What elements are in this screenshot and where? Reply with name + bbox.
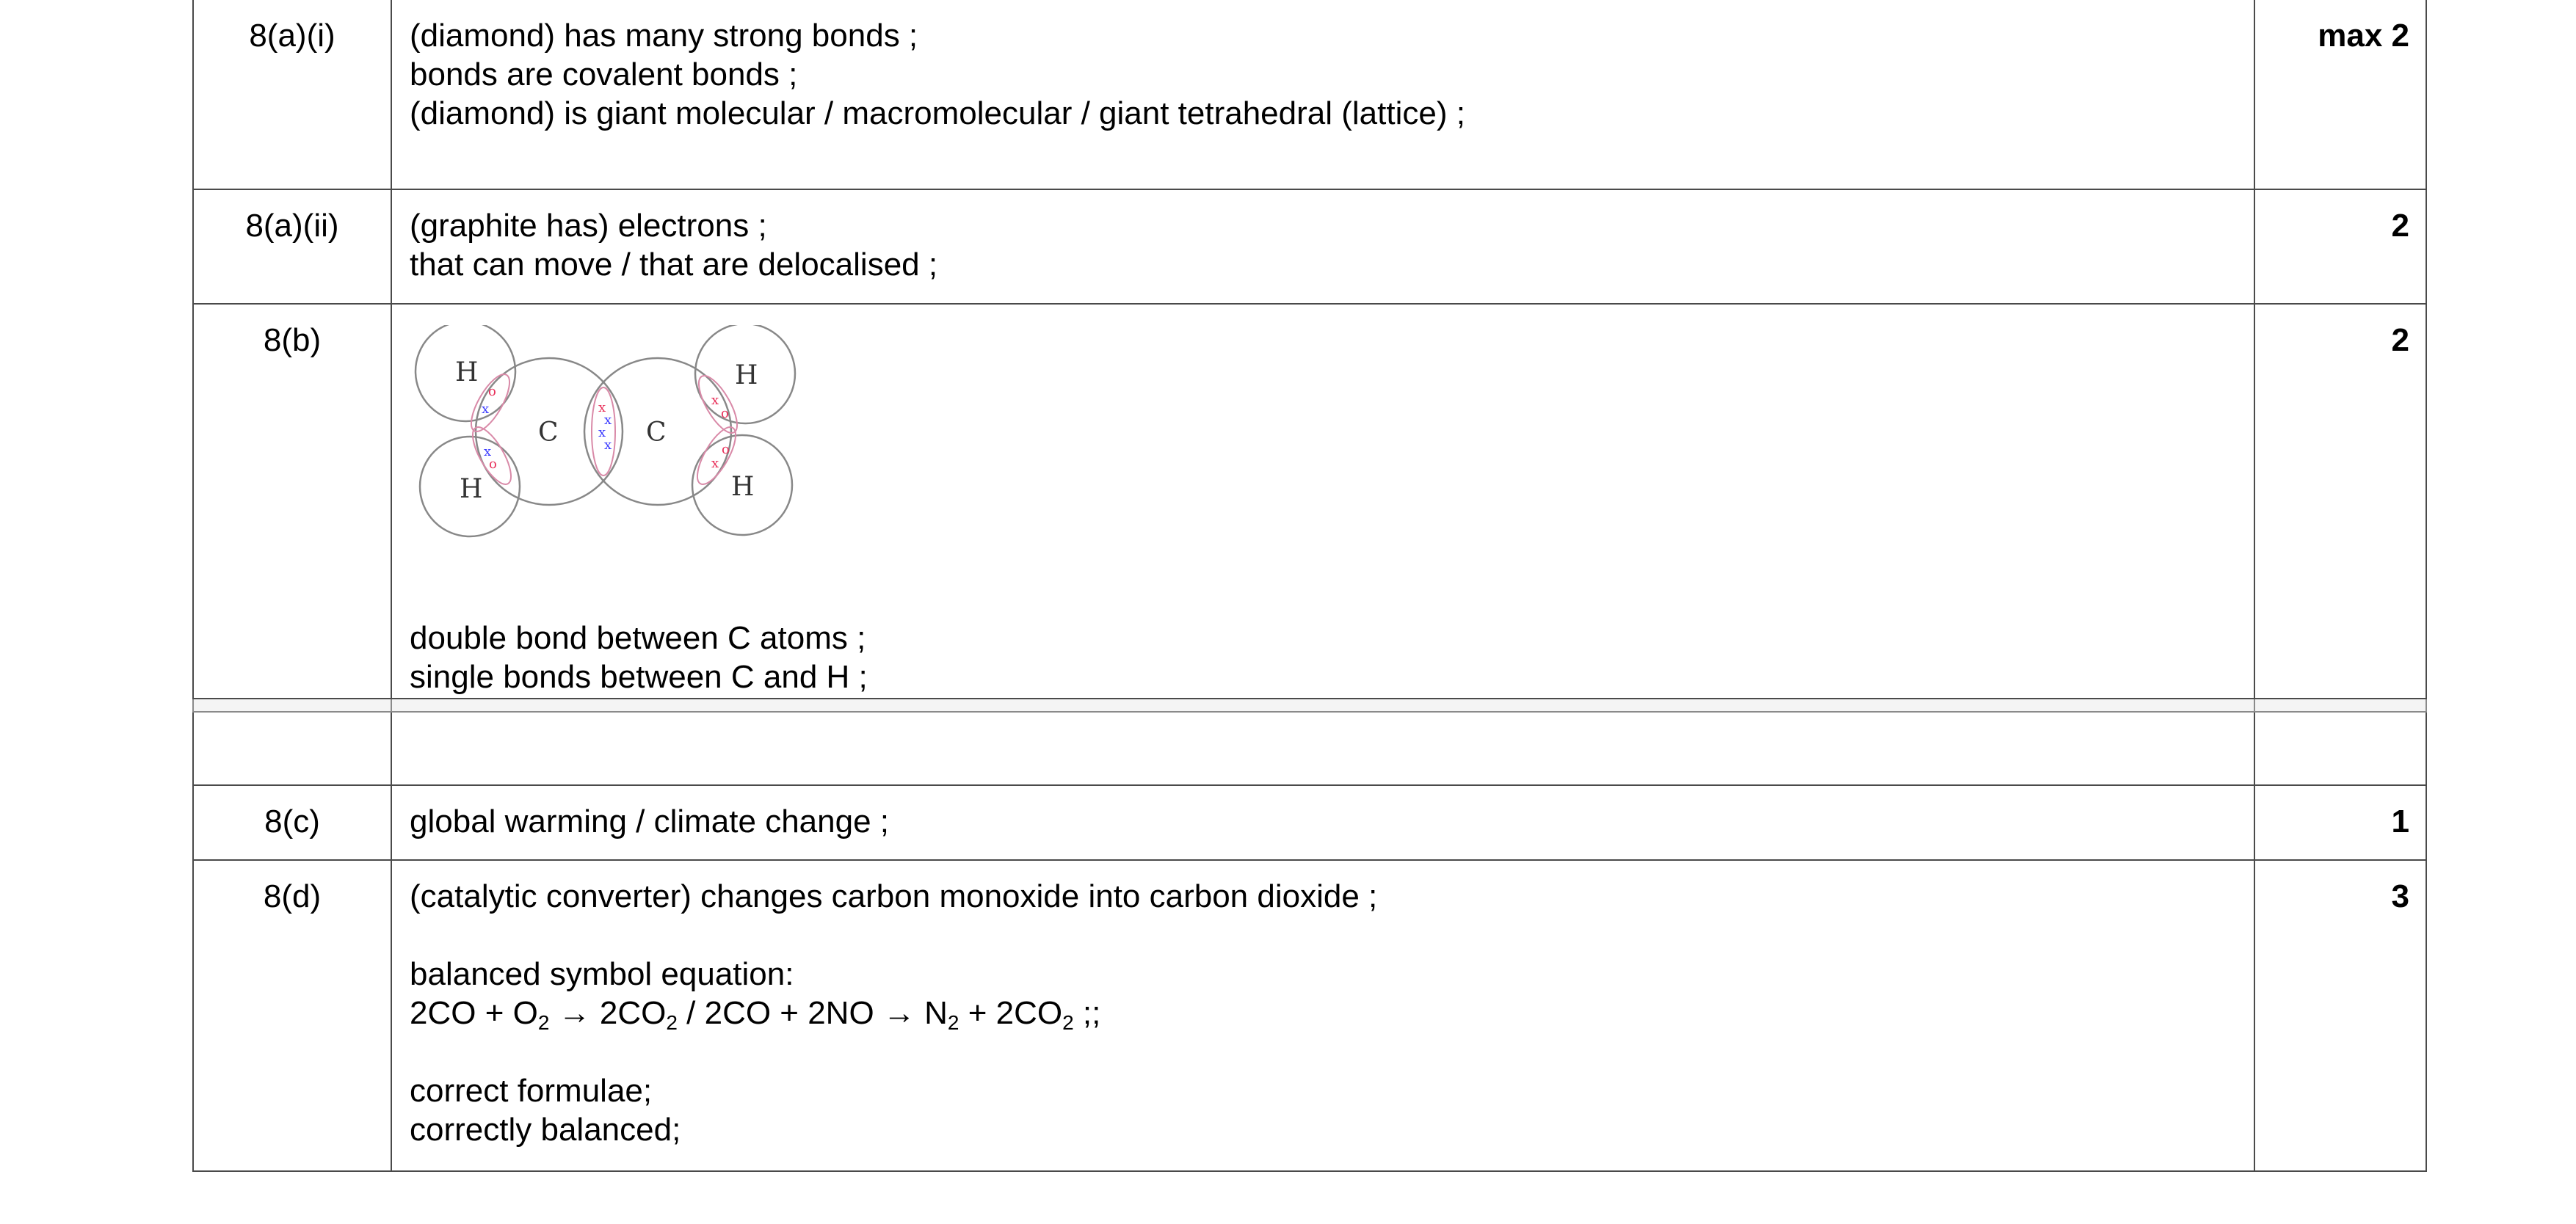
svg-text:o: o: [489, 456, 497, 472]
marks-cell: 1: [2254, 785, 2426, 860]
svg-text:o: o: [722, 442, 730, 457]
svg-text:x: x: [604, 412, 612, 428]
answer-line: correct formulae;: [410, 1073, 653, 1109]
atom-label: H: [735, 360, 758, 390]
svg-text:o: o: [721, 406, 729, 421]
empty-row: [193, 712, 2426, 785]
svg-text:x: x: [711, 393, 719, 408]
answer-line: (catalytic converter) changes carbon monoxide into carbon dioxide ;: [410, 878, 1378, 914]
svg-text:o: o: [488, 384, 496, 399]
answer-line: (graphite has) electrons ;: [410, 208, 767, 244]
svg-text:x: x: [598, 425, 606, 440]
answer-line: balanced symbol equation:: [410, 956, 794, 992]
mark-scheme-table: [192, 0, 2427, 1172]
table-row: [193, 189, 2426, 304]
answer-line: correctly balanced;: [410, 1112, 681, 1148]
answer-line: (diamond) has many strong bonds ;: [410, 18, 918, 54]
answer-cell: [391, 0, 2254, 189]
svg-text:x: x: [711, 456, 719, 471]
table-row: [193, 785, 2426, 860]
answer-line: (diamond) is giant molecular / macromolecular / giant tetrahedral (lattice) ;: [410, 95, 1465, 131]
atom-label: C: [538, 418, 559, 448]
svg-text:x: x: [482, 401, 490, 417]
answer-cell: [391, 785, 2254, 860]
atom-label: H: [731, 472, 755, 502]
answer-cell: [391, 304, 2254, 699]
answer-cell: [391, 860, 2254, 1171]
atom-label: H: [455, 357, 479, 387]
answer-line: that can move / that are delocalised ;: [410, 247, 938, 283]
balanced-equation: $2CO + O_2 \to 2CO_2 / 2CO + 2NO \to N_2 + 2CO_2$ ;;: [410, 995, 1101, 1034]
question-number: 8(a)(ii): [193, 189, 391, 304]
question-number: 8(b): [193, 304, 391, 699]
svg-text:x: x: [598, 400, 606, 415]
table-row: [193, 304, 2426, 699]
ethene-dot-cross-diagram: [410, 325, 806, 575]
answer-cell: [391, 189, 2254, 304]
table-row: [193, 860, 2426, 1171]
marks-cell: 2: [2254, 189, 2426, 304]
answer-line: single bonds between C and H ;: [410, 659, 868, 695]
atom-label: C: [646, 418, 667, 448]
row-separator: [193, 699, 2426, 712]
marks-cell: max 2: [2254, 0, 2426, 189]
question-number: 8(c): [193, 785, 391, 860]
atom-label: H: [460, 474, 483, 504]
svg-text:x: x: [484, 444, 492, 459]
question-number: 8(d): [193, 860, 391, 1171]
answer-line: global warming / climate change ;: [410, 804, 889, 839]
marks-cell: 2: [2254, 304, 2426, 699]
answer-line: double bond between C atoms ;: [410, 620, 866, 656]
table-row: [193, 0, 2426, 189]
question-number: 8(a)(i): [193, 0, 391, 189]
svg-text:x: x: [604, 437, 612, 453]
answer-line: bonds are covalent bonds ;: [410, 57, 798, 92]
marks-cell: 3: [2254, 860, 2426, 1171]
